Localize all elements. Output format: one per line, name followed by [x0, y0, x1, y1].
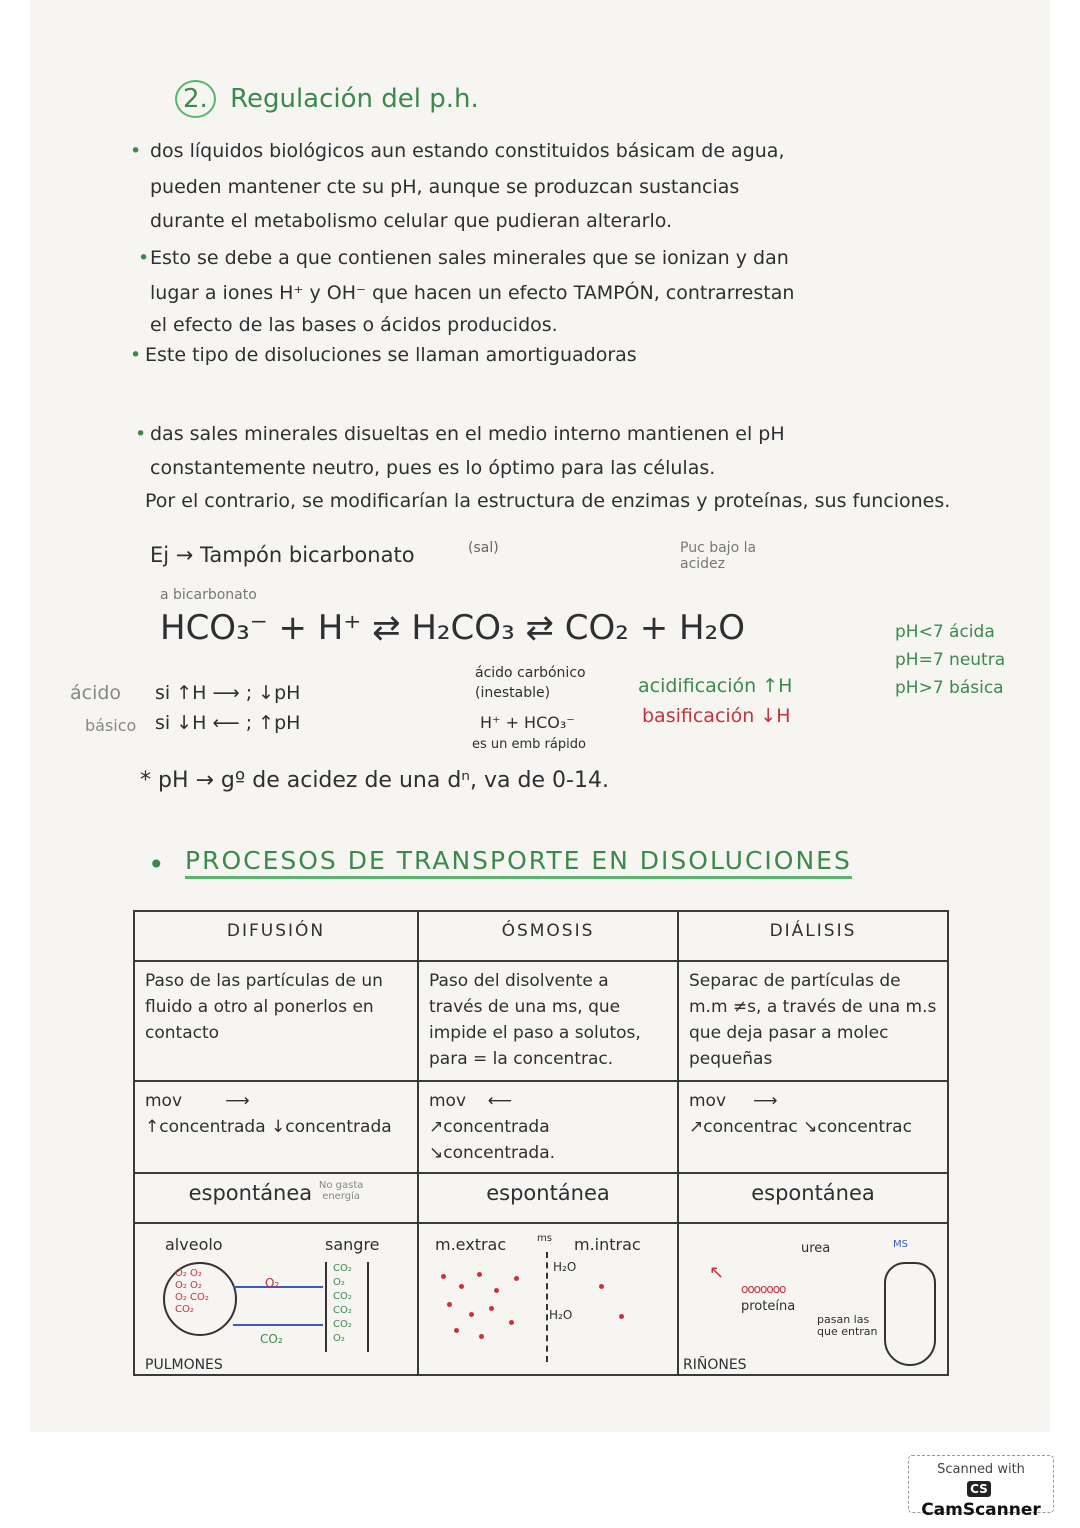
blood-gases: CO₂ O₂ CO₂ CO₂ CO₂ O₂: [333, 1263, 352, 1344]
arrow-left-icon: ⟵: [487, 1091, 513, 1111]
spontaneous-difusion: [134, 1173, 418, 1223]
extrac-label: m.extrac: [435, 1235, 507, 1254]
header-difusion: DIFUSIÓN: [134, 911, 418, 961]
diagram-osmosis: [418, 1223, 678, 1375]
sal-note: (sal): [468, 540, 499, 556]
table-row: [134, 1173, 948, 1223]
concentration-note: ↑concentrada ↓concentrada: [145, 1117, 392, 1137]
sangre-label: sangre: [325, 1235, 380, 1254]
paragraph-line: lugar a iones H⁺ y OH⁻ que hacen un efecto TAMPÓN, contrarrestan: [150, 282, 795, 304]
kidney-tubule-icon: [884, 1262, 936, 1366]
bullet-icon: •: [138, 247, 150, 269]
equilibrium-note: es un emb rápido: [472, 737, 586, 752]
paragraph-line: el efecto de las bases o ácidos producidos.: [150, 314, 558, 336]
camscanner-logo-icon: CS: [967, 1481, 991, 1497]
paragraph-line: Esto se debe a que contienen sales minerales que se ionizan y dan: [150, 247, 789, 269]
acid-row: si ↑H ⟶ ; ↓pH: [155, 682, 301, 704]
basification-note: basificación ↓H: [642, 705, 791, 727]
spontaneous-dialisis: espontánea: [678, 1173, 948, 1223]
basic-label: básico: [85, 716, 137, 735]
table-header-row: [134, 911, 948, 961]
section-number: 2.: [175, 80, 216, 118]
low-acid-note: Puc bajo la acidez: [680, 540, 757, 572]
proteina-label: proteína: [741, 1299, 796, 1314]
badge-brand: CamScanner: [921, 1500, 1041, 1520]
ms-label: MS: [893, 1239, 908, 1250]
h2o-bottom-label: H₂O: [549, 1308, 573, 1322]
mov-label: mov: [145, 1091, 183, 1111]
membrane-line-icon: [546, 1252, 548, 1362]
paragraph-line: Por el contrario, se modificarían la estructura de enzimas y proteínas, sus funciones.: [145, 490, 951, 512]
co2-label: CO₂: [260, 1332, 283, 1346]
no-energy-note: No gasta energía: [318, 1180, 364, 1202]
mov-label: mov: [429, 1091, 467, 1111]
acid-label: ácido: [70, 682, 122, 704]
ph-definition: * pH → gº de acidez de una dⁿ, va de 0-14.: [140, 768, 609, 793]
movement-dialisis: [678, 1081, 948, 1173]
definition-difusion: Paso de las partículas de un fluido a otro al ponerlos en contacto: [134, 961, 418, 1081]
mov-label: mov: [689, 1091, 727, 1111]
table-row: [134, 1081, 948, 1173]
transport-table: [133, 910, 949, 1376]
header-osmosis: ÓSMOSIS: [418, 911, 678, 961]
h2o-top-label: H₂O: [553, 1260, 577, 1274]
camscanner-badge: [908, 1455, 1054, 1520]
movement-difusion: [134, 1081, 418, 1173]
spontaneous-osmosis: espontánea: [418, 1173, 678, 1223]
definition-dialisis: Separac de partículas de m.m ≠s, a través de una m.s que deja pasar a molec pequeñas: [678, 961, 948, 1081]
badge-line1: Scanned with: [937, 1462, 1025, 1477]
basic-row: si ↓H ⟵ ; ↑pH: [155, 712, 301, 734]
footer-rinones: RIÑONES: [683, 1357, 747, 1373]
concentration-note: ↗concentrac ↘concentrac: [689, 1117, 912, 1137]
ms-label: ms: [537, 1233, 552, 1244]
definition-osmosis: Paso del disolvente a través de una ms, que impide el paso a solutos, para = la concentrac.: [418, 961, 678, 1081]
section-heading: [175, 80, 479, 118]
arrow-up-left-icon: ↖: [709, 1262, 725, 1283]
badge-line2: [909, 1480, 1053, 1520]
bicarbonate-equation: HCO₃⁻ + H⁺ ⇄ H₂CO₃ ⇄ CO₂ + H₂O: [160, 608, 745, 648]
bullet-icon: •: [130, 140, 142, 162]
transport-title: PROCESOS DE TRANSPORTE EN DISOLUCIONES: [185, 846, 852, 879]
bullet-icon: •: [148, 848, 165, 881]
ph-scale-acid: pH<7 ácida: [895, 622, 995, 642]
ph-scale-basic: pH>7 básica: [895, 678, 1004, 698]
movement-osmosis: [418, 1081, 678, 1173]
diagram-dialisis: [678, 1223, 948, 1375]
section-title: Regulación del p.h.: [230, 84, 479, 114]
spontaneous-label: espontánea: [188, 1181, 313, 1205]
ph-scale-neutral: pH=7 neutra: [895, 650, 1006, 670]
paragraph-line: Este tipo de disoluciones se llaman amortiguadoras: [145, 344, 637, 366]
o2-label: O₂: [265, 1276, 280, 1290]
footer-pulmones: PULMONES: [145, 1357, 223, 1373]
table-row: [134, 961, 948, 1081]
bicarbonate-note: a bicarbonato: [160, 587, 257, 603]
pasan-label: pasan las que entran: [817, 1313, 878, 1338]
intrac-label: m.intrac: [574, 1235, 641, 1254]
arrow-right-icon: ⟶: [225, 1091, 250, 1111]
paragraph-line: pueden mantener cte su pH, aunque se produzcan sustancias: [150, 176, 740, 198]
paragraph-line: dos líquidos biológicos aun estando constituidos básicam de agua,: [150, 140, 785, 162]
h-hco3-note: H⁺ + HCO₃⁻: [480, 713, 575, 732]
carbonic-acid-note: ácido carbónico (inestable): [475, 665, 586, 701]
protein-chain-icon: ooooooo: [741, 1282, 786, 1296]
header-dialisis: DIÁLISIS: [678, 911, 948, 961]
paragraph-line: das sales minerales disueltas en el medio interno mantienen el pH: [150, 423, 785, 445]
bullet-icon: •: [130, 344, 142, 366]
paragraph-line: constantemente neutro, pues es lo óptimo para las células.: [150, 457, 716, 479]
alveolus-gases: O₂ O₂ O₂ O₂ O₂ CO₂ CO₂: [175, 1268, 209, 1315]
diagram-difusion: [134, 1223, 418, 1375]
concentration-note: ↗concentrada ↘concentrada.: [429, 1117, 556, 1163]
table-row: [134, 1223, 948, 1375]
arrow-right-icon: ⟶: [753, 1091, 778, 1111]
alveolo-label: alveolo: [165, 1235, 223, 1254]
urea-label: urea: [801, 1241, 831, 1256]
paragraph-line: durante el metabolismo celular que pudieran alterarlo.: [150, 210, 673, 232]
example-label: Ej → Tampón bicarbonato: [150, 543, 415, 567]
bullet-icon: •: [135, 423, 147, 445]
acidification-note: acidificación ↑H: [638, 675, 793, 697]
